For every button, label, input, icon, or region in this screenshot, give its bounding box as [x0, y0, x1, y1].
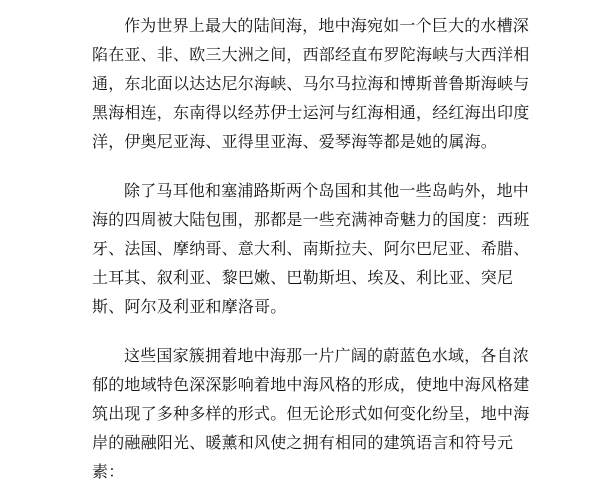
paragraph-2: 除了马耳他和塞浦路斯两个岛国和其他一些岛屿外，地中海的四周被大陆包围，那都是一些充满神奇魅力的国度：西班牙、法国、摩纳哥、意大利、南斯拉夫、阿尔巴尼亚、希腊、土耳其、叙利亚、黎巴嫩、巴勒斯坦、埃及、利比亚、突尼斯、阿尔及利亚和摩洛哥。 [92, 181, 530, 316]
paragraph-3: 这些国家簇拥着地中海那一片广阔的蔚蓝色水域，各自浓郁的地域特色深深影响着地中海风格的形成，使地中海风格建筑出现了多种多样的形式。但无论形式如何变化纷呈，地中海岸的融融阳光、暖薰和风使之拥有相同的建筑语言和符号元素： [92, 346, 530, 481]
paragraph-1: 作为世界上最大的陆间海，地中海宛如一个巨大的水槽深陷在亚、非、欧三大洲之间，西部经直布罗陀海峡与大西洋相通，东北面以达达尼尔海峡、马尔马拉海和博斯普鲁斯海峡与黑海相连，东南得以经苏伊士运河与红海相通，经红海出印度洋，伊奥尼亚海、亚得里亚海、爱琴海等都是她的属海。 [92, 16, 530, 151]
